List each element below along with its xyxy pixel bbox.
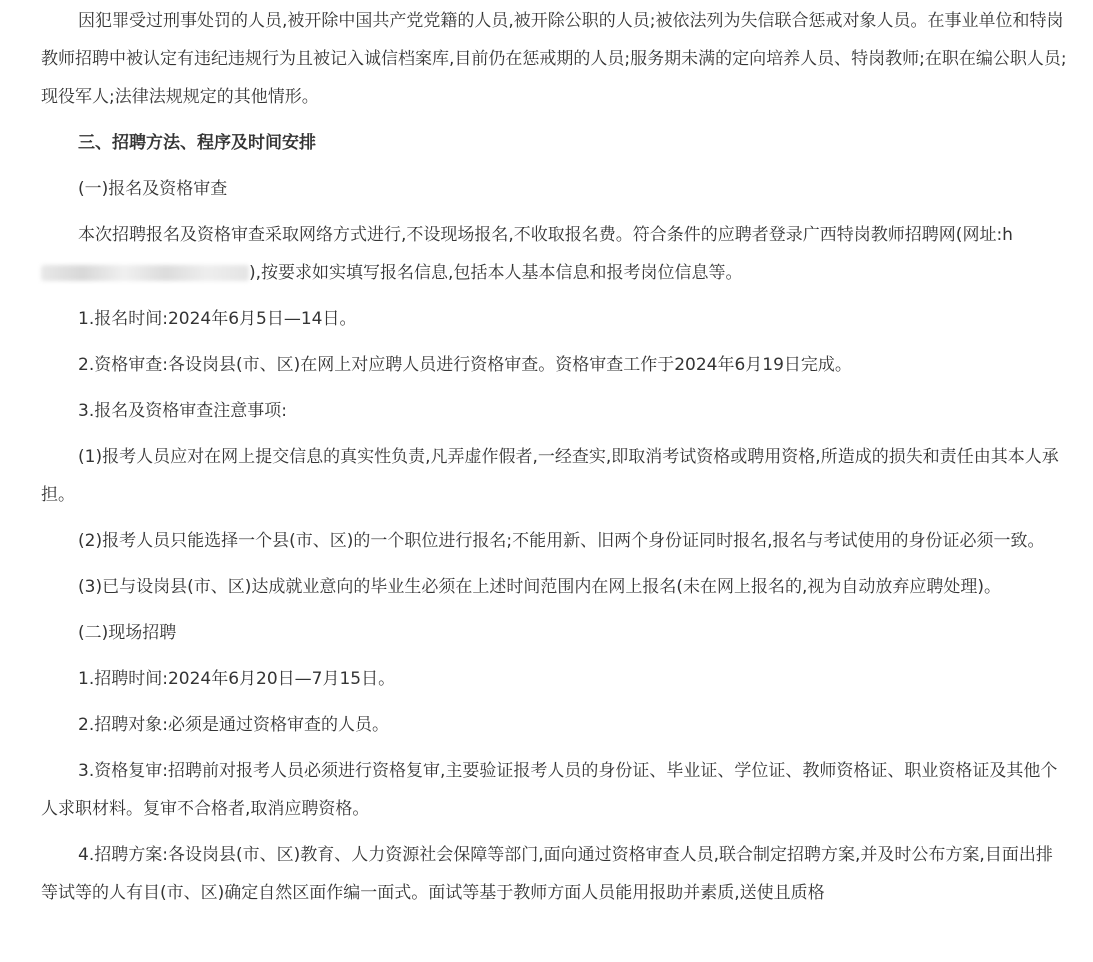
subsection-heading-onsite-recruitment: (二)现场招聘 <box>78 623 177 643</box>
section-heading-recruitment-method: 三、招聘方法、程序及时间安排 <box>78 133 316 153</box>
list-item-recruitment-time: 1.招聘时间:2024年6月20日—7月15日。 <box>78 669 396 689</box>
paragraph-disqualification: 因犯罪受过刑事处罚的人员,被开除中国共产党党籍的人员,被开除公职的人员;被依法列为失信联合惩戒对象人员。在事业单位和特岗教师招聘中被认定有违纪违规行为且被记入诚信档案库,目前仍在惩戒期的人员;服务期未满的定向培养人员、特岗教师;在职在编公职人员;现役军人;法律法规规定的其他情形。 <box>41 11 1067 107</box>
note-single-position: (2)报考人员只能选择一个县(市、区)的一个职位进行报名;不能用新、旧两个身份证同时报名,报名与考试使用的身份证必须一致。 <box>78 531 1045 551</box>
redacted-url <box>41 265 249 281</box>
list-item-recruitment-plan: 4.招聘方案:各设岗县(市、区)教育、人力资源社会保障等部门,面向通过资格审查人员,联合制定招聘方案,并及时公布方案,目面出排等试等的人有目(市、区)确定自然区面作编一面式。面试等基于教师方面人员能用报助并素质,送使且质格 <box>41 845 1053 903</box>
list-item-qualification-review: 2.资格审查:各设岗县(市、区)在网上对应聘人员进行资格审查。资格审查工作于2024年6月19日完成。 <box>78 355 852 375</box>
article-body <box>41 0 1067 912</box>
list-item-recruitment-target: 2.招聘对象:必须是通过资格审查的人员。 <box>78 715 389 735</box>
note-authenticity: (1)报考人员应对在网上提交信息的真实性负责,凡弄虚作假者,一经查实,即取消考试资格或聘用资格,所造成的损失和责任由其本人承担。 <box>41 447 1059 505</box>
list-item-registration-time: 1.报名时间:2024年6月5日—14日。 <box>78 309 357 329</box>
subsection-heading-registration: (一)报名及资格审查 <box>78 179 228 199</box>
list-item-notes-heading: 3.报名及资格审查注意事项: <box>78 401 287 421</box>
registration-text-after-url: ),按要求如实填写报名信息,包括本人基本信息和报考岗位信息等。 <box>249 263 743 283</box>
note-graduates: (3)已与设岗县(市、区)达成就业意向的毕业生必须在上述时间范围内在网上报名(未在网上报名的,视为自动放弃应聘处理)。 <box>78 577 1002 597</box>
list-item-requalification: 3.资格复审:招聘前对报考人员必须进行资格复审,主要验证报考人员的身份证、毕业证、学位证、教师资格证、职业资格证及其他个人求职材料。复审不合格者,取消应聘资格。 <box>41 761 1058 819</box>
registration-text-before-url: 本次招聘报名及资格审查采取网络方式进行,不设现场报名,不收取报名费。符合条件的应聘者登录广西特岗教师招聘网(网址:h <box>78 225 1013 245</box>
paragraph-registration-method <box>41 216 1067 292</box>
